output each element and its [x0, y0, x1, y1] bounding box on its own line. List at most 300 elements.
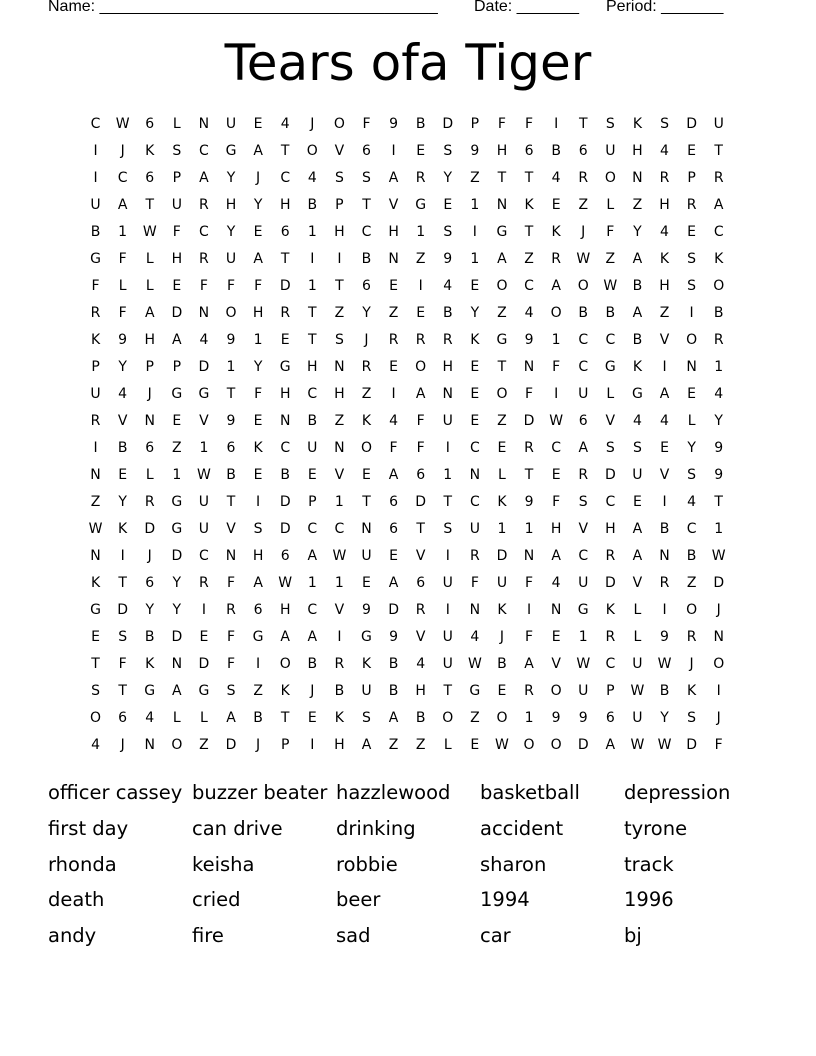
grid-letter: R: [659, 170, 670, 186]
grid-row: [82, 597, 734, 624]
grid-letter: D: [523, 413, 535, 429]
grid-letter: 9: [551, 710, 561, 726]
grid-letter: S: [226, 683, 236, 699]
grid-letter: K: [118, 521, 128, 537]
grid-letter: 6: [145, 170, 155, 186]
grid-letter: 4: [470, 629, 480, 645]
grid-letter: J: [310, 683, 315, 699]
grid-letter: S: [660, 116, 669, 132]
grid-letter: B: [551, 143, 561, 159]
grid-letter: K: [632, 116, 643, 132]
grid-letter: G: [144, 683, 156, 699]
grid-letter: A: [551, 548, 561, 564]
grid-letter: R: [524, 440, 534, 456]
grid-letter: 9: [226, 332, 236, 348]
grid-letter: O: [523, 737, 535, 753]
grid-letter: A: [172, 683, 182, 699]
grid-letter: Y: [253, 359, 263, 375]
grid-row: [82, 354, 734, 381]
grid-letter: N: [523, 548, 535, 564]
grid-letter: B: [388, 683, 399, 699]
grid-letter: W: [197, 467, 211, 483]
grid-letter: E: [416, 305, 426, 321]
grid-row: [82, 462, 734, 489]
grid-letter: L: [498, 467, 506, 483]
grid-letter: A: [307, 629, 318, 645]
grid-letter: U: [225, 251, 237, 267]
grid-letter: Z: [578, 197, 589, 213]
grid-letter: U: [442, 575, 453, 591]
grid-letter: C: [605, 332, 616, 348]
grid-letter: W: [115, 116, 130, 132]
grid-letter: D: [388, 602, 399, 618]
grid-letter: D: [279, 521, 291, 537]
grid-letter: T: [145, 197, 155, 213]
word-bank-item: track: [624, 852, 674, 876]
grid-letter: D: [577, 737, 589, 753]
grid-letter: E: [172, 413, 182, 429]
grid-letter: A: [388, 710, 399, 726]
grid-letter: Z: [470, 170, 480, 186]
grid-letter: Y: [172, 575, 182, 591]
grid-letter: 6: [578, 413, 588, 429]
grid-letter: K: [605, 602, 615, 618]
grid-letter: D: [171, 548, 183, 564]
grid-letter: W: [576, 251, 591, 267]
grid-letter: W: [630, 737, 645, 753]
grid-letter: 6: [362, 278, 371, 294]
grid-letter: D: [604, 575, 616, 591]
grid-letter: U: [578, 386, 589, 402]
grid-letter: C: [361, 224, 372, 240]
grid-letter: 4: [660, 224, 669, 240]
grid-row: [82, 138, 734, 165]
grid-letter: T: [362, 494, 371, 510]
grid-letter: F: [389, 440, 398, 456]
grid-letter: C: [307, 602, 318, 618]
grid-letter: F: [118, 305, 127, 321]
grid-letter: T: [497, 359, 507, 375]
grid-letter: O: [496, 278, 508, 294]
grid-letter: N: [686, 359, 697, 375]
grid-letter: 6: [118, 710, 128, 726]
grid-letter: U: [171, 197, 182, 213]
grid-letter: V: [632, 575, 643, 591]
grid-letter: W: [576, 656, 591, 672]
grid-letter: E: [687, 224, 697, 240]
grid-letter: E: [632, 494, 642, 510]
grid-letter: E: [389, 548, 398, 564]
grid-letter: N: [388, 251, 399, 267]
grid-letter: S: [443, 143, 453, 159]
grid-letter: E: [660, 440, 669, 456]
grid-letter: E: [687, 386, 697, 402]
grid-letter: B: [117, 440, 128, 456]
grid-letter: V: [659, 332, 670, 348]
grid-letter: R: [199, 251, 209, 267]
grid-letter: T: [91, 656, 100, 672]
grid-letter: E: [470, 359, 480, 375]
grid-letter: P: [470, 116, 480, 132]
grid-letter: E: [172, 278, 182, 294]
grid-letter: Z: [415, 251, 426, 267]
grid-letter: O: [496, 710, 508, 726]
grid-letter: Y: [118, 359, 127, 375]
grid-letter: T: [714, 143, 723, 159]
grid-letter: S: [632, 440, 642, 456]
grid-letter: 1: [334, 494, 344, 510]
grid-letter: H: [334, 224, 345, 240]
grid-row: [82, 678, 734, 705]
grid-letter: R: [199, 575, 209, 591]
grid-letter: B: [632, 332, 643, 348]
word-bank-item: 1996: [624, 888, 674, 912]
word-bank-item: death: [48, 888, 105, 912]
grid-row: [82, 381, 734, 408]
grid-letter: B: [686, 548, 697, 564]
grid-letter: R: [361, 359, 372, 375]
grid-letter: H: [388, 224, 399, 240]
grid-letter: T: [416, 521, 425, 537]
grid-letter: 1: [307, 224, 317, 240]
grid-letter: R: [442, 332, 453, 348]
grid-letter: C: [578, 332, 589, 348]
grid-letter: K: [687, 683, 697, 699]
grid-letter: F: [525, 116, 534, 132]
grid-letter: K: [253, 440, 263, 456]
grid-letter: A: [713, 197, 724, 213]
grid-letter: I: [445, 548, 450, 564]
grid-letter: E: [280, 332, 290, 348]
grid-letter: S: [118, 629, 128, 645]
grid-letter: E: [497, 440, 507, 456]
grid-letter: E: [118, 467, 128, 483]
grid-letter: J: [499, 629, 505, 645]
grid-letter: W: [332, 548, 347, 564]
grid-letter: S: [253, 521, 263, 537]
grid-letter: G: [496, 224, 508, 240]
grid-letter: O: [577, 278, 589, 294]
word-bank-item: car: [480, 924, 511, 948]
grid-letter: B: [334, 683, 345, 699]
grid-row: [82, 651, 734, 678]
grid-letter: J: [120, 143, 125, 159]
grid-letter: U: [605, 143, 616, 159]
grid-letter: V: [334, 467, 345, 483]
grid-letter: Y: [470, 305, 480, 321]
grid-letter: C: [280, 170, 291, 186]
grid-letter: V: [199, 413, 209, 429]
grid-letter: N: [198, 116, 210, 132]
grid-row: [82, 435, 734, 462]
grid-letter: A: [199, 170, 209, 186]
grid-letter: L: [118, 278, 127, 294]
grid-letter: N: [279, 413, 291, 429]
grid-letter: C: [117, 170, 128, 186]
grid-letter: N: [144, 413, 155, 429]
grid-letter: C: [524, 278, 534, 294]
grid-letter: Z: [415, 737, 426, 753]
grid-letter: K: [632, 359, 643, 375]
grid-letter: U: [307, 440, 318, 456]
word-search-grid: [82, 111, 734, 759]
word-bank-row: [48, 847, 768, 883]
grid-letter: U: [578, 575, 589, 591]
grid-letter: S: [334, 332, 344, 348]
date-field-label: Date: _______: [474, 0, 579, 15]
grid-letter: S: [687, 710, 697, 726]
grid-letter: I: [662, 359, 667, 375]
grid-letter: A: [253, 575, 263, 591]
grid-letter: S: [443, 521, 453, 537]
grid-letter: U: [632, 710, 643, 726]
grid-letter: G: [631, 386, 643, 402]
grid-letter: 9: [443, 251, 453, 267]
grid-letter: O: [550, 305, 562, 321]
grid-letter: N: [334, 359, 345, 375]
grid-letter: F: [470, 575, 479, 591]
grid-letter: E: [470, 278, 480, 294]
grid-letter: A: [172, 332, 182, 348]
grid-letter: E: [470, 737, 480, 753]
grid-letter: C: [469, 440, 480, 456]
grid-letter: B: [415, 710, 426, 726]
grid-letter: A: [632, 305, 643, 321]
grid-letter: 1: [253, 332, 263, 348]
grid-letter: R: [199, 197, 209, 213]
grid-letter: O: [442, 710, 454, 726]
word-bank-item: drinking: [336, 816, 416, 840]
word-bank-item: rhonda: [48, 852, 117, 876]
grid-letter: 6: [226, 440, 236, 456]
grid-letter: K: [90, 332, 101, 348]
grid-letter: Z: [199, 737, 209, 753]
grid-letter: 6: [524, 143, 534, 159]
grid-letter: O: [604, 170, 616, 186]
word-bank-item: basketball: [480, 781, 580, 804]
grid-letter: 4: [307, 170, 317, 186]
word-bank-item: fire: [192, 924, 224, 948]
grid-letter: T: [714, 494, 723, 510]
grid-letter: P: [308, 494, 317, 510]
word-bank-item: depression: [624, 781, 731, 804]
grid-letter: G: [469, 683, 481, 699]
grid-letter: R: [605, 629, 616, 645]
grid-letter: C: [551, 440, 562, 456]
grid-letter: 9: [118, 332, 128, 348]
grid-letter: 4: [524, 305, 534, 321]
grid-letter: J: [581, 224, 586, 240]
grid-letter: I: [337, 629, 342, 645]
grid-letter: B: [415, 116, 426, 132]
grid-letter: H: [334, 737, 345, 753]
grid-letter: L: [633, 629, 642, 645]
grid-letter: G: [90, 251, 101, 267]
grid-letter: O: [713, 656, 725, 672]
grid-letter: E: [497, 683, 507, 699]
grid-letter: C: [578, 359, 589, 375]
grid-letter: R: [334, 656, 345, 672]
grid-letter: F: [525, 575, 534, 591]
grid-letter: B: [307, 413, 318, 429]
grid-letter: Y: [253, 197, 263, 213]
grid-letter: F: [118, 656, 127, 672]
grid-letter: T: [335, 278, 344, 294]
grid-letter: C: [280, 440, 291, 456]
grid-letter: L: [606, 197, 615, 213]
grid-letter: C: [334, 521, 345, 537]
grid-letter: 9: [578, 710, 588, 726]
grid-letter: G: [415, 197, 427, 213]
grid-letter: B: [659, 683, 670, 699]
grid-letter: N: [550, 602, 562, 618]
grid-letter: B: [144, 629, 155, 645]
grid-letter: K: [280, 683, 290, 699]
grid-letter: U: [198, 494, 210, 510]
grid-letter: A: [388, 575, 399, 591]
grid-letter: 6: [280, 548, 290, 564]
grid-letter: 6: [605, 710, 615, 726]
grid-letter: E: [389, 278, 398, 294]
grid-letter: K: [497, 602, 507, 618]
grid-letter: Y: [714, 413, 723, 429]
grid-letter: N: [496, 197, 508, 213]
grid-letter: J: [364, 332, 369, 348]
word-bank-item: 1994: [480, 888, 530, 912]
grid-letter: 4: [91, 737, 100, 753]
grid-letter: G: [361, 629, 372, 645]
grid-letter: 1: [118, 224, 128, 240]
grid-letter: Z: [605, 251, 616, 267]
grid-letter: 4: [416, 656, 426, 672]
grid-letter: 1: [172, 467, 182, 483]
grid-letter: 4: [389, 413, 399, 429]
grid-letter: T: [524, 170, 534, 186]
grid-letter: T: [524, 224, 534, 240]
grid-letter: 6: [253, 602, 263, 618]
grid-letter: Y: [443, 170, 453, 186]
grid-letter: J: [120, 737, 125, 753]
grid-letter: C: [686, 521, 697, 537]
grid-letter: 9: [389, 629, 399, 645]
grid-letter: H: [225, 197, 237, 213]
grid-letter: P: [91, 359, 100, 375]
grid-letter: R: [388, 332, 399, 348]
grid-letter: 1: [714, 359, 724, 375]
grid-letter: G: [171, 494, 183, 510]
grid-letter: C: [578, 548, 589, 564]
word-bank-item: andy: [48, 924, 97, 948]
grid-letter: 4: [551, 170, 561, 186]
grid-letter: F: [606, 224, 615, 240]
grid-letter: L: [145, 251, 154, 267]
grid-letter: I: [256, 494, 261, 510]
grid-letter: W: [630, 683, 645, 699]
grid-letter: F: [552, 359, 561, 375]
grid-letter: L: [633, 602, 642, 618]
grid-letter: F: [416, 413, 425, 429]
grid-row: [82, 300, 734, 327]
grid-letter: H: [334, 386, 345, 402]
grid-letter: K: [659, 251, 670, 267]
grid-row: [82, 111, 734, 138]
grid-letter: E: [470, 386, 480, 402]
grid-letter: 1: [334, 575, 344, 591]
grid-letter: J: [147, 548, 152, 564]
grid-letter: D: [415, 494, 427, 510]
grid-letter: A: [659, 386, 670, 402]
grid-letter: E: [253, 467, 263, 483]
grid-letter: 1: [416, 224, 426, 240]
grid-letter: 6: [362, 143, 371, 159]
grid-letter: A: [117, 197, 128, 213]
grid-letter: U: [469, 521, 480, 537]
grid-letter: E: [362, 575, 371, 591]
grid-letter: Z: [632, 197, 643, 213]
grid-letter: P: [280, 737, 290, 753]
grid-letter: G: [279, 359, 291, 375]
grid-letter: T: [362, 197, 371, 213]
grid-letter: N: [713, 629, 724, 645]
grid-letter: W: [278, 575, 293, 591]
grid-letter: K: [470, 332, 480, 348]
grid-letter: I: [93, 440, 98, 456]
grid-letter: T: [578, 116, 588, 132]
grid-letter: A: [415, 386, 426, 402]
grid-letter: U: [361, 683, 372, 699]
word-bank-item: sharon: [480, 852, 547, 876]
grid-letter: F: [226, 278, 236, 294]
grid-letter: A: [253, 143, 263, 159]
grid-letter: I: [256, 656, 261, 672]
grid-letter: I: [554, 116, 559, 132]
grid-letter: A: [605, 737, 616, 753]
puzzle-title: Tears ofa Tiger: [224, 34, 592, 92]
grid-letter: E: [551, 467, 561, 483]
grid-letter: I: [391, 143, 396, 159]
grid-letter: 9: [714, 467, 724, 483]
grid-letter: H: [279, 197, 291, 213]
grid-letter: V: [551, 656, 561, 672]
grid-letter: U: [632, 656, 643, 672]
grid-letter: V: [334, 602, 345, 618]
grid-letter: Y: [226, 170, 236, 186]
grid-letter: U: [578, 683, 589, 699]
word-bank-item: beer: [336, 888, 381, 912]
grid-letter: N: [334, 440, 345, 456]
grid-letter: 1: [307, 278, 317, 294]
grid-letter: O: [171, 737, 183, 753]
grid-letter: N: [659, 548, 670, 564]
grid-letter: T: [443, 683, 453, 699]
grid-letter: H: [659, 278, 670, 294]
grid-letter: 9: [714, 440, 724, 456]
grid-letter: D: [171, 629, 183, 645]
grid-letter: P: [335, 197, 344, 213]
grid-letter: I: [689, 305, 694, 321]
grid-letter: A: [551, 278, 561, 294]
grid-letter: C: [199, 548, 209, 564]
grid-letter: O: [225, 305, 237, 321]
grid-letter: H: [252, 305, 264, 321]
grid-letter: 4: [199, 332, 209, 348]
grid-letter: 1: [470, 197, 480, 213]
grid-letter: J: [716, 602, 721, 618]
grid-letter: R: [578, 467, 589, 483]
grid-letter: T: [524, 467, 534, 483]
grid-letter: W: [142, 224, 157, 240]
grid-letter: L: [145, 278, 154, 294]
